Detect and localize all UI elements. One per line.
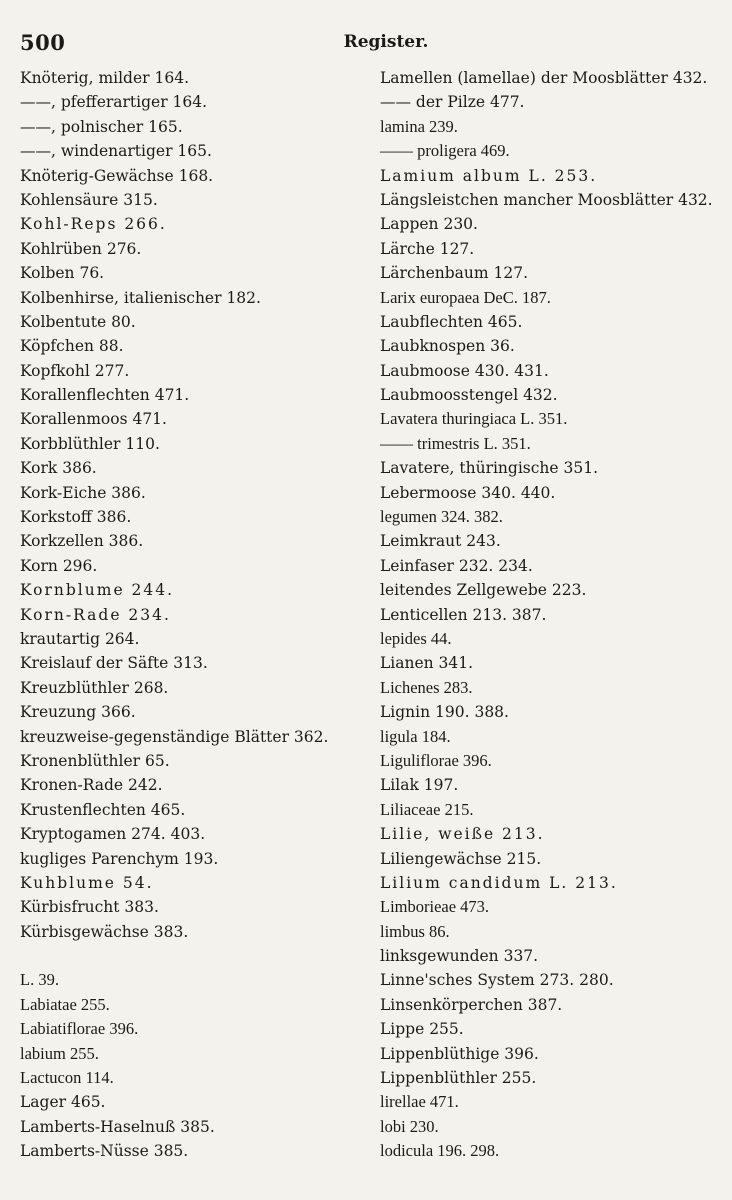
index-entry: Korn 296.	[20, 556, 98, 575]
index-entry: Korallenflechten 471.	[20, 386, 190, 405]
index-entry: Kohlensäure 315.	[20, 190, 158, 209]
index-entry: kreuzweise-gegenständige Blätter 362.	[20, 727, 329, 746]
index-entry: lodicula 196. 298.	[380, 1141, 500, 1161]
index-entry: Lamium album L. 253.	[380, 166, 598, 185]
index-entry: Kuhblume 54.	[20, 873, 154, 892]
index-entry: lirellae 471.	[380, 1092, 459, 1112]
index-entry: Lamellen (lamellae) der Moosblätter 432.	[380, 69, 708, 87]
index-entry: Kreuzung 366.	[20, 703, 136, 722]
index-entry: Labiatae 255.	[20, 994, 110, 1014]
index-entry: ——, windenartiger 165.	[20, 142, 212, 161]
index-entry: ligula 184.	[380, 726, 451, 746]
index-entry: Lilium candidum L. 213.	[380, 873, 618, 892]
index-entry: labium 255.	[20, 1043, 99, 1063]
index-entry: lamina 239.	[380, 116, 458, 136]
index-entry: kugliges Parenchym 193.	[20, 849, 219, 868]
section-gap	[20, 944, 365, 968]
index-entry: Lippenblüthler 255.	[380, 1069, 537, 1088]
index-entry: Kork 386.	[20, 459, 97, 478]
index-entry: Kreislauf der Säfte 313.	[20, 654, 208, 673]
index-entry: Lichenes 283.	[380, 677, 473, 697]
index-entry: Linsenkörperchen 387.	[380, 995, 563, 1014]
index-entry: krautartig 264.	[20, 629, 140, 648]
index-entry: Laubmoose 430. 431.	[380, 361, 549, 380]
index-entry: linksgewunden 337.	[380, 947, 539, 966]
index-column-left	[20, 66, 365, 1164]
index-entry: Lignin 190. 388.	[380, 703, 509, 722]
index-entry: Kronenblüthler 65.	[20, 751, 170, 770]
index-entry: Korn-Rade 234.	[20, 605, 171, 624]
index-entry: Lager 465.	[20, 1093, 106, 1112]
index-entry: Liguliflorae 396.	[380, 750, 492, 770]
index-entry: lepides 44.	[380, 628, 452, 648]
index-entry: lobi 230.	[380, 1116, 439, 1136]
index-entry: Lenticellen 213. 387.	[380, 605, 547, 624]
index-entry: Laubflechten 465.	[380, 312, 523, 331]
index-column-right	[380, 66, 725, 1164]
index-entry: Lilak 197.	[380, 776, 459, 795]
index-entry: Kreuzblüthler 268.	[20, 678, 169, 697]
index-entry: leitendes Zellgewebe 223.	[380, 581, 587, 600]
index-entry: Korkzellen 386.	[20, 532, 144, 551]
index-entry: Längsleistchen mancher Moosblätter 432.	[380, 190, 713, 209]
index-entry: —— der Pilze 477.	[380, 93, 525, 112]
index-entry: Korallenmoos 471.	[20, 410, 167, 429]
index-entry: Leimkraut 243.	[380, 532, 501, 551]
index-entry: Lippenblüthige 396.	[380, 1044, 539, 1063]
index-entry: Kürbisfrucht 383.	[20, 898, 159, 917]
index-entry: Kronen-Rade 242.	[20, 776, 163, 795]
index-entry: Lamberts-Nüsse 385.	[20, 1142, 189, 1161]
index-entry: Kopfkohl 277.	[20, 361, 130, 380]
index-entry: ——, polnischer 165.	[20, 117, 183, 136]
index-entry: Kryptogamen 274. 403.	[20, 825, 206, 844]
index-entry: Lianen 341.	[380, 654, 474, 673]
index-entry: Köpfchen 88.	[20, 337, 124, 356]
index-entry: Lactucon 114.	[20, 1068, 114, 1088]
index-entry: Lavatera thuringiaca L. 351.	[380, 409, 568, 429]
index-entry: Lilie, weiße 213.	[380, 825, 545, 844]
index-entry: L. 39.	[20, 970, 59, 990]
index-entry: Kornblume 244.	[20, 581, 175, 600]
index-entry: Kolbenhirse, italienischer 182.	[20, 288, 261, 307]
index-entry: Laubmoosstengel 432.	[380, 386, 558, 405]
index-entry: —— proligera 469.	[380, 141, 510, 161]
index-entry: Lippe 255.	[380, 1020, 464, 1039]
index-entry: Krustenflechten 465.	[20, 800, 186, 819]
index-entry: Lavatere, thüringische 351.	[380, 459, 599, 478]
index-entry: Knöterig-Gewächse 168.	[20, 166, 214, 185]
index-entry: Liliengewächse 215.	[380, 849, 542, 868]
index-entry: Lebermoose 340. 440.	[380, 483, 556, 502]
index-entry: Lappen 230.	[380, 215, 478, 234]
index-entry: Knöterig, milder 164.	[20, 69, 189, 87]
running-head: Register.	[343, 32, 429, 52]
index-entry: Kolbentute 80.	[20, 312, 136, 331]
index-entry: ——, pfefferartiger 164.	[20, 93, 208, 112]
index-entry: Leinfaser 232. 234.	[380, 556, 533, 575]
index-entry: Liliaceae 215.	[380, 799, 474, 819]
index-entry: Linne'sches System 273. 280.	[380, 971, 614, 990]
index-entry: Kork-Eiche 386.	[20, 483, 146, 502]
index-entry: Lärchenbaum 127.	[380, 264, 529, 283]
index-entry: Korbblüthler 110.	[20, 434, 160, 453]
index-entry: Kohl-Reps 266.	[20, 215, 167, 234]
index-entry: Labiatiflorae 396.	[20, 1019, 139, 1039]
index-entry: Kürbisgewächse 383.	[20, 922, 189, 941]
index-entry: —— trimestris L. 351.	[380, 433, 531, 453]
index-entry: Korkstoff 386.	[20, 508, 132, 527]
index-entry: Lärche 127.	[380, 239, 475, 258]
index-entry: Limborieae 473.	[380, 897, 490, 917]
index-entry: Larix europaea DeC. 187.	[380, 287, 551, 307]
index-entry: Kolben 76.	[20, 264, 105, 283]
index-entry: limbus 86.	[380, 921, 450, 941]
index-entry: Laubknospen 36.	[380, 337, 515, 356]
index-entry: Kohlrüben 276.	[20, 239, 142, 258]
index-entry: legumen 324. 382.	[380, 507, 503, 527]
page-number: 500	[20, 30, 66, 55]
index-entry: Lamberts-Haselnuß 385.	[20, 1117, 215, 1136]
